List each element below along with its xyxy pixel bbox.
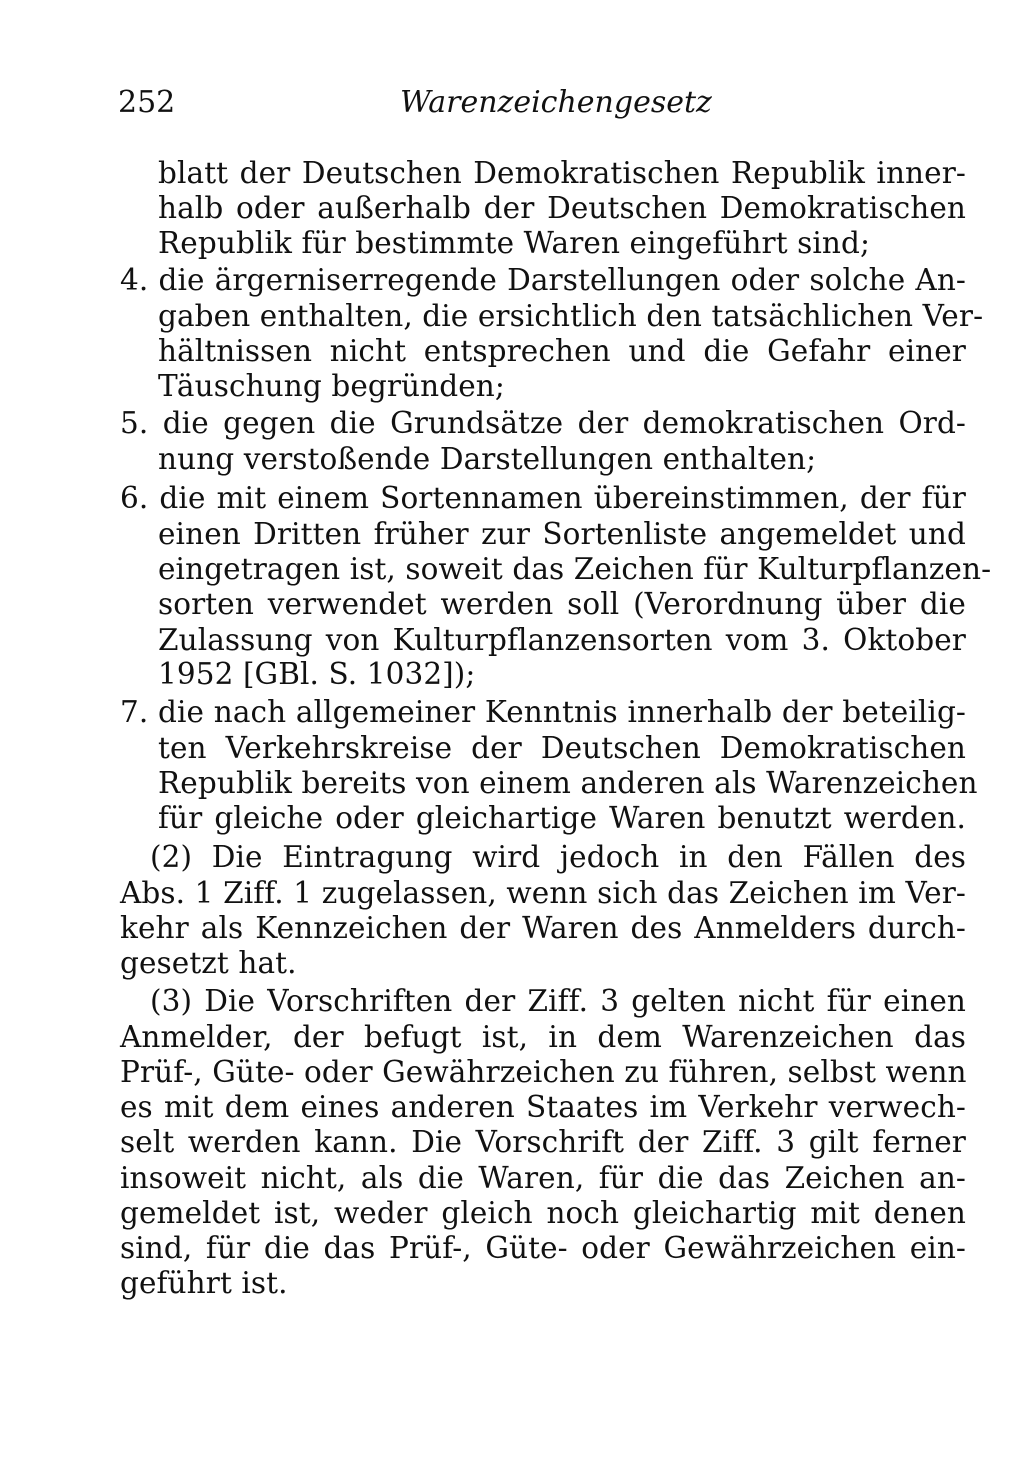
text-line: es mit dem eines anderen Staates im Verkehr verwech- [120, 1090, 966, 1124]
text-line: Abs. 1 Ziff. 1 zugelassen, wenn sich das Zeichen im Ver- [120, 876, 966, 910]
text-line: gemeldet ist, weder gleich noch gleichartig mit denen [120, 1196, 966, 1230]
text-line: gaben enthalten, die ersichtlich den tatsächlichen Ver- [158, 299, 984, 333]
paragraph-2-line: (2) Die Eintragung wird jedoch in den Fällen des [150, 840, 966, 874]
text-line: eingetragen ist, soweit das Zeichen für Kulturpflanzen- [158, 552, 992, 586]
text-line: Republik bereits von einem anderen als Warenzeichen [158, 766, 978, 800]
text-line: sind, für die das Prüf-, Güte- oder Gewährzeichen ein- [120, 1231, 966, 1265]
text-line: ten Verkehrskreise der Deutschen Demokratischen [158, 731, 966, 765]
text-line: Zulassung von Kulturpflanzensorten vom 3. Oktober [158, 623, 966, 657]
text-line: hältnissen nicht entsprechen und die Gefahr einer [158, 334, 966, 368]
text-line: Republik für bestimmte Waren eingeführt sind; [158, 226, 871, 260]
text-line: halb oder außerhalb der Deutschen Demokratischen [158, 191, 966, 225]
text-line: Anmelder, der befugt ist, in dem Warenzeichen das [120, 1020, 966, 1054]
paragraph-3-line: (3) Die Vorschriften der Ziff. 3 gelten nicht für einen [150, 984, 966, 1018]
list-item-6-line: 6. die mit einem Sortennamen übereinstimmen, der für [120, 481, 966, 515]
running-title: Warenzeichengesetz [400, 85, 712, 120]
list-item-5-line: 5. die gegen die Grundsätze der demokratischen Ord- [120, 406, 966, 440]
text-line: sorten verwendet werden soll (Verordnung über die [158, 587, 966, 621]
list-item-7-line: 7. die nach allgemeiner Kenntnis innerhalb der beteilig- [120, 695, 966, 729]
page-number: 252 [118, 85, 176, 120]
text-line: blatt der Deutschen Demokratischen Republik inner- [158, 156, 966, 190]
list-item-4-line: 4. die ärgerniserregende Darstellungen oder solche An- [120, 263, 966, 297]
text-line: selt werden kann. Die Vorschrift der Ziff. 3 gilt ferner [120, 1125, 966, 1159]
text-line: einen Dritten früher zur Sortenliste angemeldet und [158, 517, 966, 551]
text-line: insoweit nicht, als die Waren, für die das Zeichen an- [120, 1161, 966, 1195]
text-line: kehr als Kennzeichen der Waren des Anmelders durch- [120, 911, 966, 945]
text-line: gesetzt hat. [120, 946, 297, 980]
text-line: 1952 [GBl. S. 1032]); [158, 657, 476, 691]
text-line: geführt ist. [120, 1266, 288, 1300]
text-line: Prüf-, Güte- oder Gewährzeichen zu führen, selbst wenn [120, 1055, 967, 1089]
text-line: für gleiche oder gleichartige Waren benutzt werden. [158, 801, 966, 835]
text-line: nung verstoßende Darstellungen enthalten; [158, 442, 817, 476]
text-line: Täuschung begründen; [158, 369, 505, 403]
